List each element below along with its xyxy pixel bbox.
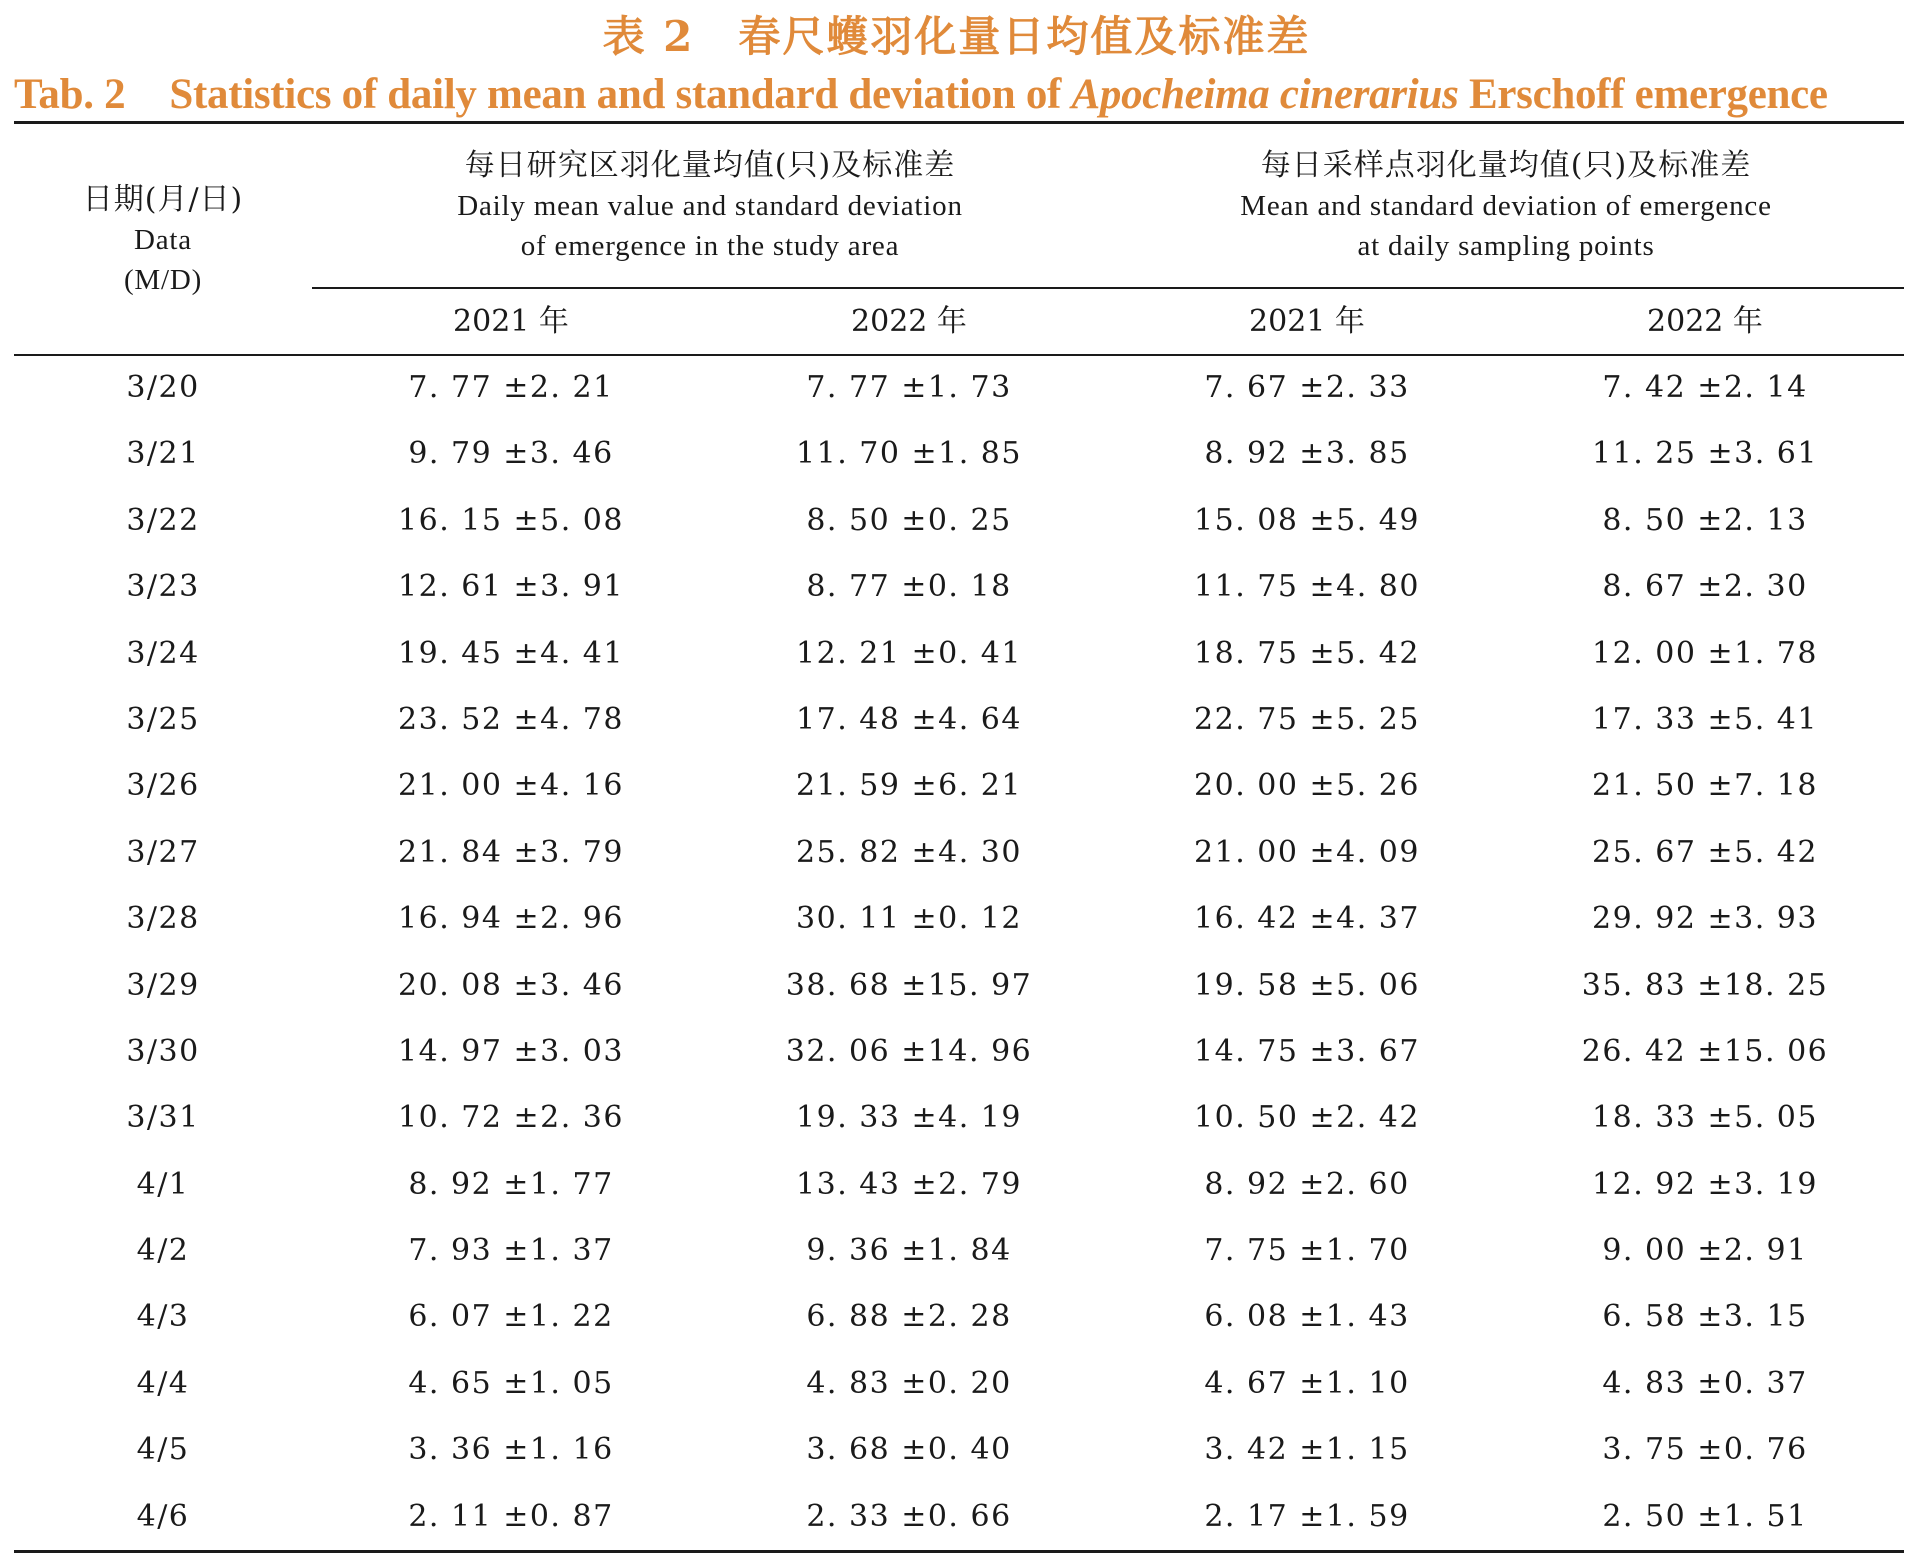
table-row xyxy=(14,1491,1904,1557)
value-cell: 3. 68 ±0. 40 xyxy=(806,1432,1012,1468)
header-group2-en-1: Mean and standard deviation of emergence xyxy=(1240,190,1772,222)
header-date-en: Data xyxy=(134,224,192,256)
value-cell: 29. 92 ±3. 93 xyxy=(1592,901,1818,937)
header-date xyxy=(14,180,312,300)
value-cell: 11. 70 ±1. 85 xyxy=(796,436,1022,472)
header-group2-cn: 每日采样点羽化量均值(只)及标准差 xyxy=(1260,148,1752,183)
value-cell: 2. 50 ±1. 51 xyxy=(1602,1498,1808,1534)
bottom-rule xyxy=(14,1550,1904,1553)
table-row xyxy=(14,760,1904,826)
value-cell: 38. 68 ±15. 97 xyxy=(785,967,1033,1003)
value-cell: 17. 33 ±5. 41 xyxy=(1592,701,1818,737)
header-year-2: 2022 年 xyxy=(851,304,967,339)
value-cell: 12. 21 ±0. 41 xyxy=(796,635,1022,671)
table-row xyxy=(14,1159,1904,1225)
header-group1-en-2: of emergence in the study area xyxy=(520,230,900,262)
date-cell: 4/4 xyxy=(136,1365,190,1401)
value-cell: 8. 67 ±2. 30 xyxy=(1602,569,1808,605)
value-cell: 18. 33 ±5. 05 xyxy=(1592,1100,1818,1136)
value-cell: 7. 93 ±1. 37 xyxy=(408,1233,614,1269)
date-cell: 3/31 xyxy=(126,1100,200,1136)
value-cell: 26. 42 ±15. 06 xyxy=(1581,1033,1829,1069)
value-cell: 14. 97 ±3. 03 xyxy=(398,1033,624,1069)
header-group-study-area xyxy=(312,146,1108,266)
value-cell: 2. 11 ±0. 87 xyxy=(408,1498,614,1534)
value-cell: 4. 65 ±1. 05 xyxy=(408,1365,614,1401)
header-year-4: 2022 年 xyxy=(1647,304,1763,339)
header-group1-en-1: Daily mean value and standard deviation xyxy=(457,190,963,222)
value-cell: 19. 45 ±4. 41 xyxy=(398,635,624,671)
header-rule xyxy=(14,354,1904,356)
header-group2-en-2: at daily sampling points xyxy=(1357,230,1655,262)
value-cell: 12. 92 ±3. 19 xyxy=(1592,1166,1818,1202)
value-cell: 6. 58 ±3. 15 xyxy=(1602,1299,1808,1335)
table-row xyxy=(14,694,1904,760)
value-cell: 8. 77 ±0. 18 xyxy=(806,569,1012,605)
date-cell: 3/29 xyxy=(126,967,200,1003)
value-cell: 21. 59 ±6. 21 xyxy=(796,768,1022,804)
value-cell: 25. 67 ±5. 42 xyxy=(1592,834,1818,870)
value-cell: 16. 15 ±5. 08 xyxy=(398,502,624,538)
value-cell: 35. 83 ±18. 25 xyxy=(1581,967,1829,1003)
date-cell: 4/1 xyxy=(136,1166,190,1202)
value-cell: 9. 36 ±1. 84 xyxy=(806,1233,1012,1269)
table-body xyxy=(14,362,1904,1557)
value-cell: 2. 17 ±1. 59 xyxy=(1204,1498,1410,1534)
value-cell: 21. 50 ±7. 18 xyxy=(1592,768,1818,804)
value-cell: 9. 00 ±2. 91 xyxy=(1602,1233,1808,1269)
table-row xyxy=(14,960,1904,1026)
value-cell: 9. 79 ±3. 46 xyxy=(408,436,614,472)
header-group1-cn: 每日研究区羽化量均值(只)及标准差 xyxy=(464,148,956,183)
value-cell: 16. 94 ±2. 96 xyxy=(398,901,624,937)
date-cell: 3/24 xyxy=(126,635,200,671)
value-cell: 6. 88 ±2. 28 xyxy=(806,1299,1012,1335)
value-cell: 10. 50 ±2. 42 xyxy=(1194,1100,1420,1136)
value-cell: 7. 77 ±1. 73 xyxy=(806,370,1012,405)
value-cell: 8. 92 ±1. 77 xyxy=(408,1166,614,1202)
header-date-unit: (M/D) xyxy=(123,264,203,296)
table-row xyxy=(14,893,1904,959)
value-cell: 3. 36 ±1. 16 xyxy=(408,1432,614,1468)
header-group-sampling-points xyxy=(1108,146,1904,266)
date-cell: 3/30 xyxy=(126,1033,200,1069)
table-label: Tab. 2 xyxy=(14,71,126,118)
header-year-1: 2021 年 xyxy=(453,304,569,339)
value-cell: 4. 83 ±0. 20 xyxy=(806,1365,1012,1401)
table-row xyxy=(14,428,1904,494)
value-cell: 12. 00 ±1. 78 xyxy=(1592,635,1818,671)
value-cell: 21. 00 ±4. 16 xyxy=(398,768,624,804)
value-cell: 3. 75 ±0. 76 xyxy=(1602,1432,1808,1468)
value-cell: 8. 92 ±2. 60 xyxy=(1204,1166,1410,1202)
table-row xyxy=(14,1092,1904,1158)
table-row xyxy=(14,827,1904,893)
date-cell: 4/6 xyxy=(136,1498,190,1534)
value-cell: 20. 08 ±3. 46 xyxy=(398,967,624,1003)
table-row xyxy=(14,628,1904,694)
value-cell: 10. 72 ±2. 36 xyxy=(398,1100,624,1136)
value-cell: 7. 77 ±2. 21 xyxy=(408,370,614,405)
title-en-post: Erschoff emergence xyxy=(1468,71,1828,118)
group-rule xyxy=(312,287,1904,289)
value-cell: 8. 92 ±3. 85 xyxy=(1204,436,1410,472)
value-cell: 2. 33 ±0. 66 xyxy=(806,1498,1012,1534)
date-cell: 3/20 xyxy=(126,370,200,405)
table-row xyxy=(14,1358,1904,1424)
table-row xyxy=(14,362,1904,428)
value-cell: 15. 08 ±5. 49 xyxy=(1194,502,1420,538)
table-row xyxy=(14,561,1904,627)
header-date-cn: 日期(月/日) xyxy=(82,182,244,217)
value-cell: 30. 11 ±0. 12 xyxy=(796,901,1022,937)
value-cell: 22. 75 ±5. 25 xyxy=(1194,701,1420,737)
value-cell: 11. 25 ±3. 61 xyxy=(1592,436,1818,472)
value-cell: 19. 58 ±5. 06 xyxy=(1194,967,1420,1003)
date-cell: 3/21 xyxy=(126,436,200,472)
value-cell: 32. 06 ±14. 96 xyxy=(785,1033,1033,1069)
value-cell: 7. 42 ±2. 14 xyxy=(1602,370,1808,405)
table-row xyxy=(14,1225,1904,1291)
value-cell: 20. 00 ±5. 26 xyxy=(1194,768,1420,804)
table-title-cn: 表 2 春尺蠖羽化量日均值及标准差 xyxy=(602,12,1311,61)
date-cell: 4/2 xyxy=(136,1233,190,1269)
date-cell: 4/3 xyxy=(136,1299,190,1335)
title-en-pre: Statistics of daily mean and standard deviation of xyxy=(169,71,1062,118)
value-cell: 3. 42 ±1. 15 xyxy=(1204,1432,1410,1468)
value-cell: 4. 83 ±0. 37 xyxy=(1602,1365,1808,1401)
species-name: Apocheima cinerarius xyxy=(1071,71,1459,118)
value-cell: 12. 61 ±3. 91 xyxy=(398,569,624,605)
value-cell: 21. 00 ±4. 09 xyxy=(1194,834,1420,870)
value-cell: 19. 33 ±4. 19 xyxy=(796,1100,1022,1136)
value-cell: 7. 67 ±2. 33 xyxy=(1204,370,1410,405)
value-cell: 23. 52 ±4. 78 xyxy=(398,701,624,737)
date-cell: 3/28 xyxy=(126,901,200,937)
value-cell: 8. 50 ±0. 25 xyxy=(806,502,1012,538)
table-row xyxy=(14,1026,1904,1092)
value-cell: 14. 75 ±3. 67 xyxy=(1194,1033,1420,1069)
value-cell: 25. 82 ±4. 30 xyxy=(796,834,1022,870)
value-cell: 8. 50 ±2. 13 xyxy=(1602,502,1808,538)
table-title-en xyxy=(14,70,1904,119)
value-cell: 21. 84 ±3. 79 xyxy=(398,834,624,870)
value-cell: 18. 75 ±5. 42 xyxy=(1194,635,1420,671)
date-cell: 4/5 xyxy=(136,1432,190,1468)
value-cell: 13. 43 ±2. 79 xyxy=(796,1166,1022,1202)
value-cell: 17. 48 ±4. 64 xyxy=(796,701,1022,737)
table-row xyxy=(14,1291,1904,1357)
date-cell: 3/23 xyxy=(126,569,200,605)
date-cell: 3/25 xyxy=(126,701,200,737)
value-cell: 4. 67 ±1. 10 xyxy=(1204,1365,1410,1401)
value-cell: 11. 75 ±4. 80 xyxy=(1194,569,1420,605)
header-year-3: 2021 年 xyxy=(1249,304,1365,339)
value-cell: 6. 08 ±1. 43 xyxy=(1204,1299,1410,1335)
top-rule xyxy=(14,121,1904,124)
date-cell: 3/26 xyxy=(126,768,200,804)
table-row xyxy=(14,1424,1904,1490)
table-row xyxy=(14,495,1904,561)
value-cell: 6. 07 ±1. 22 xyxy=(408,1299,614,1335)
date-cell: 3/27 xyxy=(126,834,200,870)
value-cell: 7. 75 ±1. 70 xyxy=(1204,1233,1410,1269)
value-cell: 16. 42 ±4. 37 xyxy=(1194,901,1420,937)
date-cell: 3/22 xyxy=(126,502,200,538)
